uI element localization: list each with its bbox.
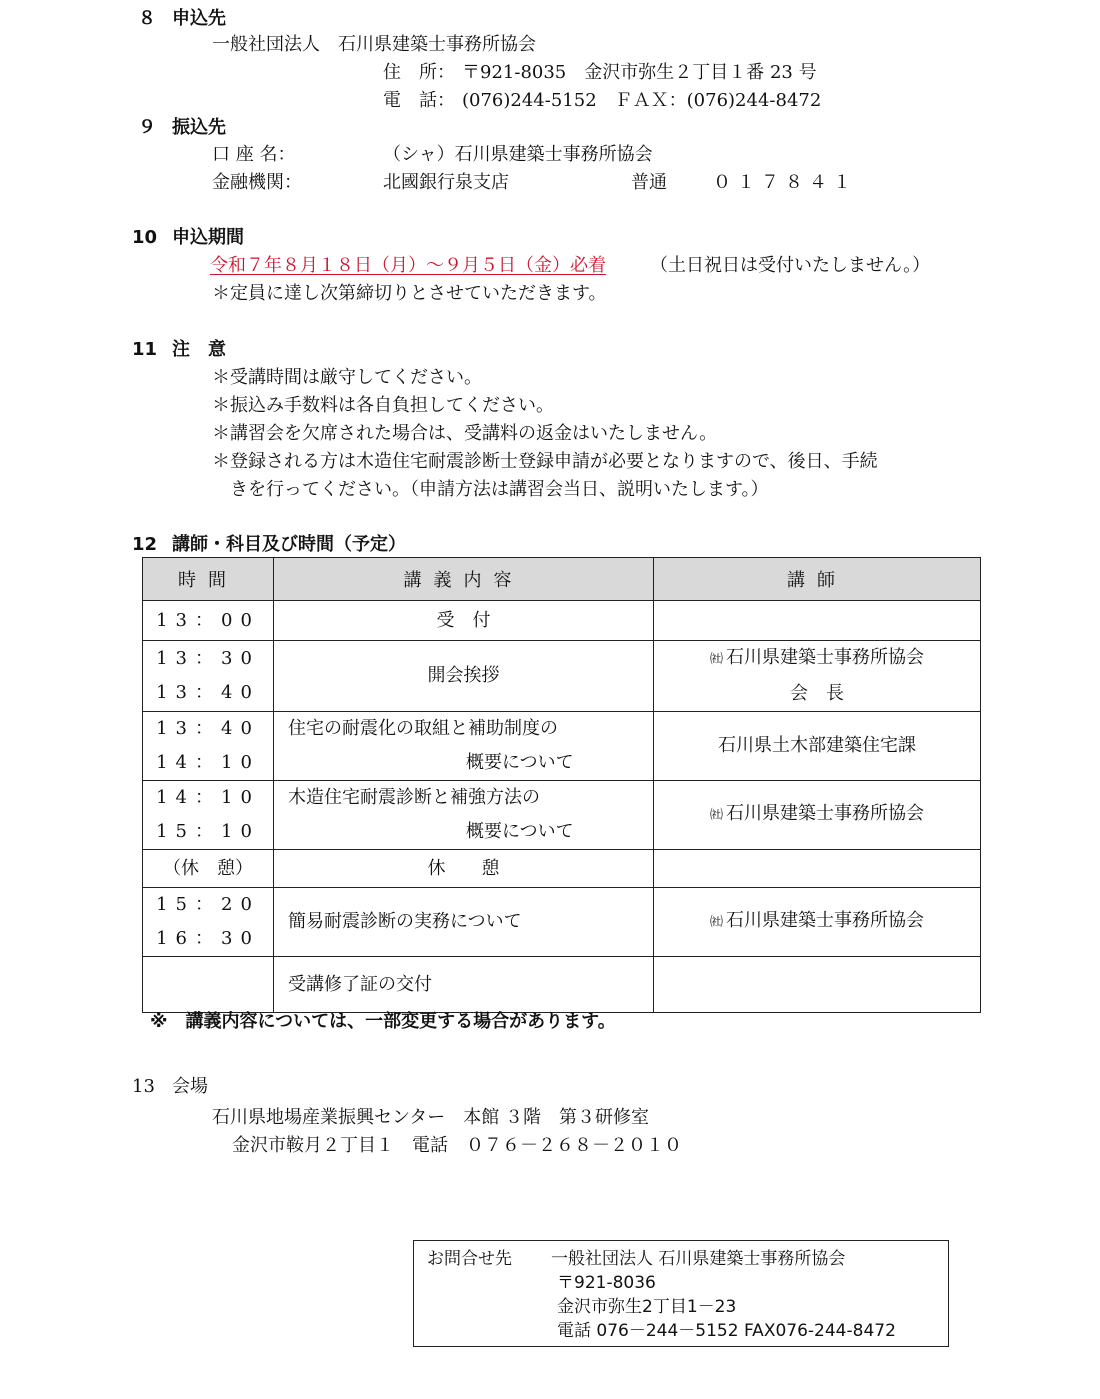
time-start: 13：00: [156, 609, 260, 631]
content-cell: [274, 601, 654, 641]
tel-fax: (076)244-5152 ＦＡＸ：(076)244-8472: [462, 90, 822, 111]
content-cell: [274, 888, 654, 957]
lecturer-name: 石川県建築士事務所協会: [726, 647, 924, 668]
content-text: 簡易耐震診断の実務について: [288, 911, 522, 932]
notice-item: きを行ってください。（申請方法は講習会当日、説明いたします。）: [230, 479, 769, 500]
lecturer-cell: [654, 957, 981, 1013]
table-row: [143, 601, 981, 641]
account-number: ０１７８４１: [713, 172, 857, 193]
notice-item: ＊振込み手数料は各自負担してください。: [212, 395, 554, 416]
applicant-org: 一般社団法人 石川県建築士事務所協会: [212, 34, 536, 55]
contact-box: [413, 1240, 949, 1347]
table-footnote: ※ 講義内容については、一部変更する場合があります。: [150, 1011, 616, 1032]
venue-address: 金沢市鞍月２丁目１ 電話 ０７６－２６８－２０１０: [232, 1135, 682, 1156]
ippan-shadan-mark: ㈳: [709, 808, 722, 823]
table-row: [143, 641, 981, 712]
schedule-table: [142, 557, 981, 1013]
lecturer-cell: [654, 601, 981, 641]
section-12-number: 12: [132, 534, 158, 555]
section-13-heading: 会場: [172, 1076, 208, 1097]
contact-tel-fax: 電話 076－244－5152 FAX076-244-8472: [557, 1321, 896, 1341]
column-header-content: 講義内容: [274, 558, 654, 601]
address-label: 住 所：: [383, 62, 455, 83]
section-10-number: 10: [132, 227, 158, 248]
content-text: 休 憩: [427, 857, 500, 879]
section-9-number: ９: [138, 117, 156, 138]
capacity-note: ＊定員に達し次第締切りとさせていただきます。: [212, 283, 607, 304]
address: 〒921-8035 金沢市弥生２丁目１番 23 号: [462, 62, 817, 83]
notice-item: ＊講習会を欠席された場合は、受講料の返金はいたしません。: [212, 423, 718, 444]
time-cell: [143, 850, 274, 888]
section-13-number: 13: [132, 1076, 155, 1097]
content-cell: [274, 712, 654, 781]
lecturer-cell: [654, 781, 981, 850]
table-row: [143, 957, 981, 1013]
time-cell: [143, 712, 274, 781]
contact-zip: 〒921-8036: [557, 1273, 656, 1293]
table-row: [143, 781, 981, 850]
content-text: 受講修了証の交付: [288, 973, 432, 995]
ippan-shadan-mark: ㈳: [709, 915, 722, 930]
time-start: 13：30: [156, 648, 260, 669]
account-type: 普通: [631, 172, 667, 193]
bank-name: 北國銀行泉支店: [383, 172, 509, 193]
content-text: 開会挨拶: [427, 665, 500, 686]
column-header-lecturer: 講師: [654, 558, 981, 601]
content-text: 受 付: [436, 609, 491, 631]
section-12-heading: 講師・科目及び時間（予定）: [172, 534, 406, 555]
content-cell: [274, 957, 654, 1013]
lecturer-cell: [654, 850, 981, 888]
section-11-number: 11: [132, 339, 158, 360]
account-name-label: 口 座 名：: [212, 144, 296, 165]
notice-item: ＊受講時間は厳守してください。: [212, 367, 482, 388]
bank-label: 金融機関：: [212, 172, 302, 193]
time-cell: [143, 888, 274, 957]
content-cell: [274, 781, 654, 850]
content-cell: [274, 850, 654, 888]
content-text-cont: 概要について: [466, 752, 574, 773]
ippan-shadan-mark: ㈳: [709, 652, 722, 667]
time-start: 15：20: [156, 894, 260, 915]
time-cell: [143, 957, 274, 1013]
time-start: 13：40: [156, 718, 260, 739]
lecturer-cell: [654, 712, 981, 781]
column-header-time: 時間: [143, 558, 274, 601]
lecturer-name: 石川県建築士事務所協会: [726, 803, 924, 824]
table-row: [143, 712, 981, 781]
tel-label: 電 話：: [383, 90, 455, 111]
section-9-heading: 振込先: [172, 117, 226, 138]
contact-org: 一般社団法人 石川県建築士事務所協会: [551, 1249, 846, 1269]
section-8-number: ８: [138, 8, 156, 29]
content-text: 住宅の耐震化の取組と補助制度の: [288, 718, 558, 739]
content-cell: [274, 641, 654, 712]
contact-label: お問合せ先: [427, 1249, 512, 1269]
table-header-row: [143, 558, 981, 601]
lecturer-name: 石川県建築士事務所協会: [726, 910, 924, 931]
table-row: [143, 850, 981, 888]
time-end: 16：30: [156, 928, 260, 949]
break-label: （休 憩）: [163, 857, 253, 879]
application-period-note: （土日祝日は受付いたしません。）: [650, 255, 931, 276]
section-10-heading: 申込期間: [172, 227, 244, 248]
section-8-heading: 申込先: [172, 8, 226, 29]
lecturer-name: 石川県土木部建築住宅課: [718, 735, 916, 756]
time-end: 13：40: [156, 682, 260, 703]
lecturer-title: 会 長: [790, 683, 844, 704]
time-cell: [143, 601, 274, 641]
account-name: （シャ）石川県建築士事務所協会: [383, 144, 653, 165]
lecturer-cell: [654, 641, 981, 712]
venue-name: 石川県地場産業振興センター 本館 ３階 第３研修室: [212, 1107, 649, 1128]
time-start: 14：10: [156, 787, 260, 808]
table-row: [143, 888, 981, 957]
lecturer-cell: [654, 888, 981, 957]
time-cell: [143, 641, 274, 712]
time-end: 14：10: [156, 752, 260, 773]
time-cell: [143, 781, 274, 850]
notice-item: ＊登録される方は木造住宅耐震診断士登録申請が必要となりますので、後日、手続: [212, 451, 878, 472]
contact-address: 金沢市弥生2丁目1－23: [557, 1297, 737, 1317]
content-text-cont: 概要について: [466, 821, 574, 842]
content-text: 木造住宅耐震診断と補強方法の: [288, 787, 540, 808]
section-11-heading: 注 意: [172, 339, 226, 360]
application-period: 令和７年８月１８日（月）～９月５日（金）必着: [210, 255, 606, 276]
time-end: 15：10: [156, 821, 260, 842]
